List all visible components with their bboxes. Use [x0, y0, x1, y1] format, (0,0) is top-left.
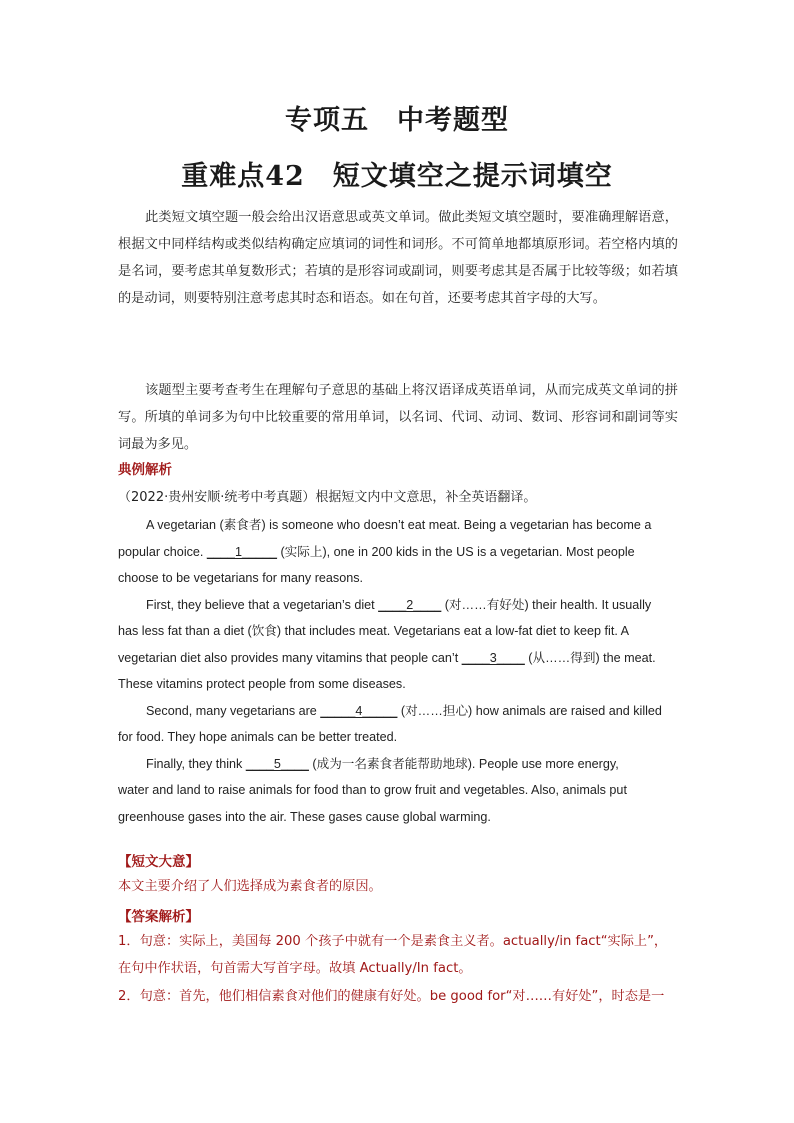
blank-1[interactable]: ____1_____ — [206, 544, 277, 559]
intro-paragraph-1: 此类短文填空题一般会给出汉语意思或英文单词。做此类短文填空题时，要准确理解语意，根据文中同样结构或类似结构确定应填词的词性和词形。不可简单地都填原形词。若空格内填的是名词，要考虑其单复数形式；若填的是形容词或副词，则要考虑其是否属于比较等级；如若填的是动词，则要特别注意考虑其时态和语态。如在句首，还要考虑其首字母的大写。 — [118, 210, 678, 306]
passage-line: choose to be vegetarians for many reasons. — [118, 571, 364, 585]
summary-text: 本文主要介绍了人们选择成为素食者的原因。 — [118, 879, 382, 894]
summary-heading: 【短文大意】 — [118, 854, 199, 870]
blank-4[interactable]: _____4_____ — [320, 703, 398, 718]
example-heading: 典例解析 — [118, 462, 172, 478]
passage-line: vegetarian diet also provides many vitamins that people can’t ____3____ (从……得到) the meat. — [118, 645, 678, 672]
passage-line: has less fat than a diet (饮食) that includes meat. Vegetarians eat a low-fat diet to keep fit. A — [118, 624, 630, 638]
passage-line: popular choice. ____1_____ (实际上), one in 200 kids in the US is a vegetarian. Most people — [118, 539, 678, 566]
blank-3[interactable]: ____3____ — [461, 650, 525, 665]
passage-line: water and land to raise animals for food than to grow fruit and vegetables. Also, animals put — [118, 783, 627, 797]
example-source: （2022·贵州安顺·统考中考真题）根据短文内中文意思，补全英语翻译。 — [118, 490, 537, 505]
passage-line: greenhouse gases into the air. These gases cause global warming. — [118, 809, 491, 824]
blank-2[interactable]: ____2____ — [378, 597, 442, 612]
section-title: 专项五 中考题型 — [285, 105, 509, 136]
answer-1-line-1: 1．句意：实际上，美国每 200 个孩子中就有一个是素食主义者。actually/in fact“实际上”， — [118, 934, 668, 949]
passage — [118, 512, 678, 830]
passage-line: First, they believe that a vegetarian’s diet ____2____ (对……有好处) their health. It usually — [118, 592, 678, 619]
answer-1-line-2: 在句中作状语，句首需大写首字母。故填 Actually/In fact。 — [118, 961, 472, 976]
answers-heading: 【答案解析】 — [118, 909, 199, 925]
answer-2-line-1: 2．句意：首先，他们相信素食对他们的健康有好处。be good for“对……有好处”，时态是一 — [118, 989, 665, 1004]
blank-5[interactable]: ____5____ — [245, 756, 309, 771]
passage-line: Finally, they think ____5____ (成为一名素食者能帮助地球). People use more energy, — [118, 751, 678, 778]
passage-line: These vitamins protect people from some diseases. — [118, 677, 406, 691]
intro-paragraph-2: 该题型主要考查考生在理解句子意思的基础上将汉语译成英语单词，从而完成英文单词的拼写。所填的单词多为句中比较重要的常用单词，以名词、代词、动词、数词、形容词和副词等实词最为多见。 — [118, 383, 678, 452]
passage-line: Second, many vegetarians are _____4_____ (对……担心) how animals are raised and killed — [118, 698, 678, 725]
topic-title: 重难点42 短文填空之提示词填空 — [181, 161, 613, 192]
passage-line: for food. They hope animals can be better treated. — [118, 730, 398, 744]
passage-line: A vegetarian (素食者) is someone who doesn’t eat meat. Being a vegetarian has become a — [146, 518, 652, 532]
